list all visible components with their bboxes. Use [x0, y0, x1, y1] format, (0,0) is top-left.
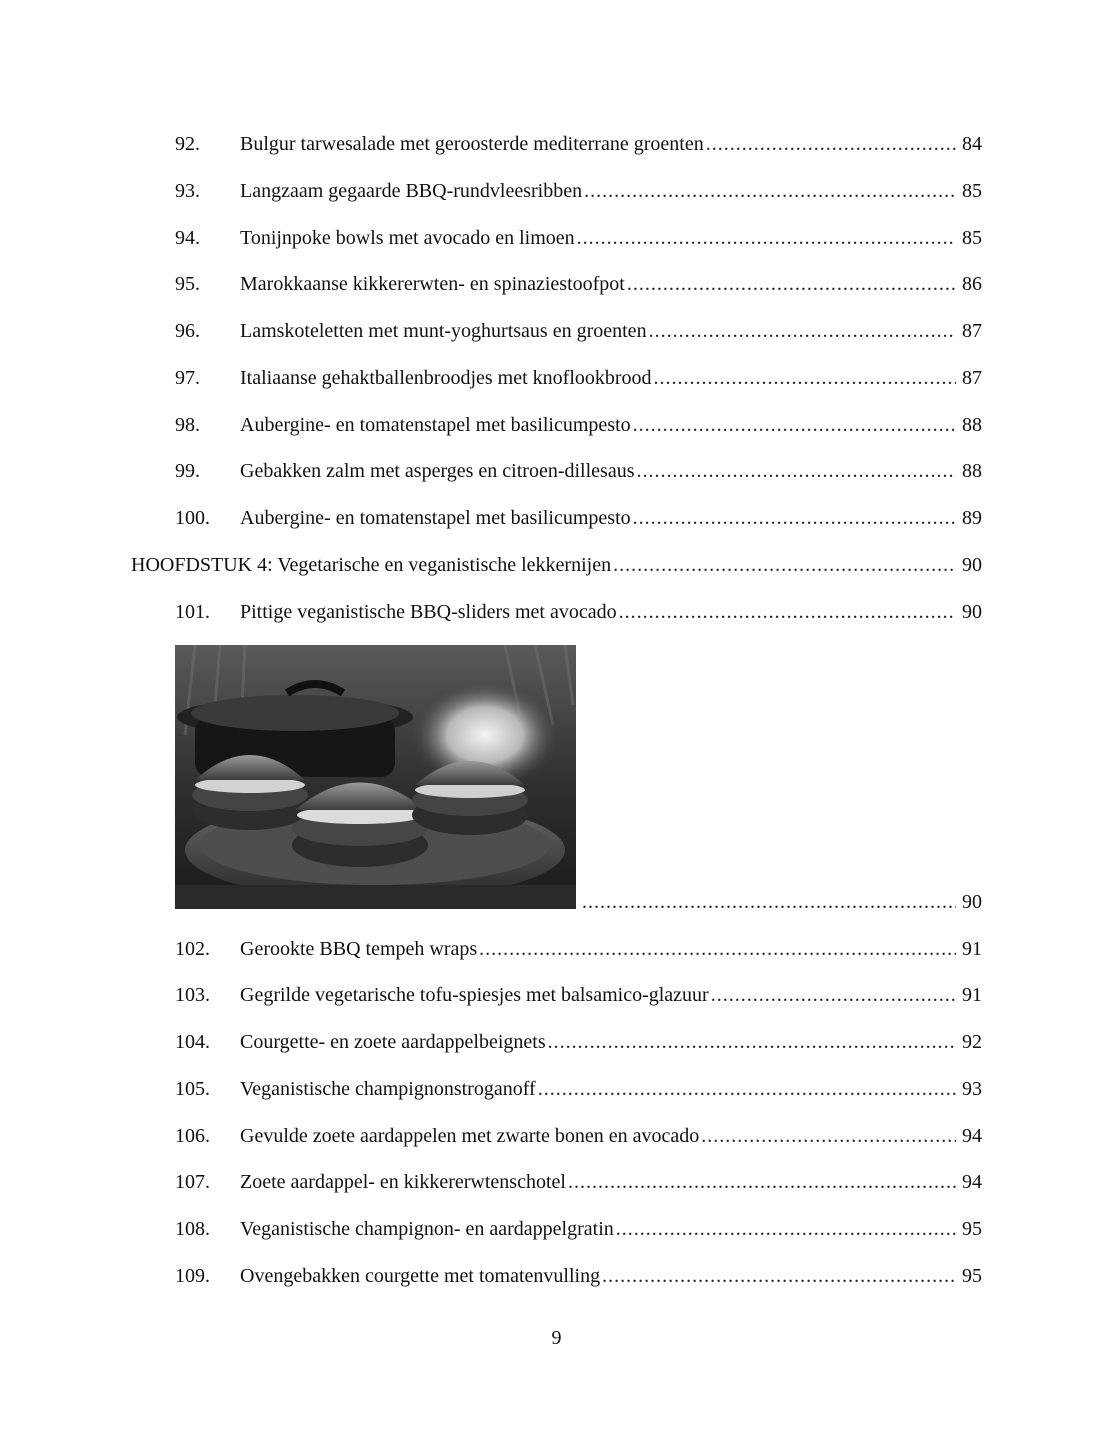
entry-page: 90 — [962, 891, 982, 913]
entry-title: Italiaanse gehaktballenbroodjes met knoflookbrood — [240, 367, 652, 389]
dot-leader — [538, 1074, 956, 1104]
toc-entry[interactable] — [0, 980, 1113, 1010]
entry-number: 94. — [175, 227, 200, 249]
entry-title: Zoete aardappel- en kikkererwtenschotel — [240, 1171, 566, 1193]
entry-page: 84 — [962, 133, 982, 155]
entry-title: Bulgur tarwesalade met geroosterde mediterrane groenten — [240, 133, 704, 155]
page-number: 9 — [551, 1327, 562, 1349]
entry-page: 95 — [962, 1218, 982, 1240]
dot-leader — [636, 456, 956, 486]
toc-image-entry[interactable] — [0, 887, 1113, 917]
entry-page: 88 — [962, 414, 982, 436]
entry-page: 92 — [962, 1031, 982, 1053]
toc-entry[interactable] — [0, 934, 1113, 964]
dot-leader — [616, 1214, 956, 1244]
entry-number: 108. — [175, 1218, 210, 1240]
toc-entry[interactable] — [0, 597, 1113, 627]
chapter-page: 90 — [962, 554, 982, 576]
entry-number: 107. — [175, 1171, 210, 1193]
toc-entry[interactable] — [0, 1074, 1113, 1104]
entry-page: 88 — [962, 460, 982, 482]
entry-title: Veganistische champignonstroganoff — [240, 1078, 536, 1100]
dot-leader — [711, 980, 956, 1010]
dot-leader — [654, 363, 956, 393]
entry-number: 103. — [175, 984, 210, 1006]
entry-title: Marokkaanse kikkererwten- en spinaziestoofpot — [240, 273, 625, 295]
dot-leader — [613, 550, 956, 580]
entry-page: 87 — [962, 320, 982, 342]
entry-number: 96. — [175, 320, 200, 342]
dot-leader — [649, 316, 956, 346]
toc-entry[interactable] — [0, 176, 1113, 206]
entry-title: Gerookte BBQ tempeh wraps — [240, 938, 478, 960]
toc-entry[interactable] — [0, 456, 1113, 486]
chapter-title: HOOFDSTUK 4: Vegetarische en veganistische lekkernijen — [131, 554, 612, 576]
entry-number: 102. — [175, 938, 210, 960]
toc-entry[interactable] — [0, 223, 1113, 253]
entry-page: 94 — [962, 1171, 982, 1193]
entry-number: 99. — [175, 460, 200, 482]
dot-leader — [701, 1121, 956, 1151]
entry-title: Gebakken zalm met asperges en citroen-dillesaus — [240, 460, 635, 482]
entry-number: 104. — [175, 1031, 210, 1053]
entry-title: Ovengebakken courgette met tomatenvulling — [240, 1265, 601, 1287]
entry-page: 91 — [962, 938, 982, 960]
entry-number: 101. — [175, 601, 210, 623]
entry-title: Aubergine- en tomatenstapel met basilicumpesto — [240, 507, 631, 529]
entry-page: 86 — [962, 273, 982, 295]
dot-leader — [577, 223, 956, 253]
entry-title: Langzaam gegaarde BBQ-rundvleesribben — [240, 180, 583, 202]
toc-entry[interactable] — [0, 1261, 1113, 1291]
toc-entry[interactable] — [0, 1214, 1113, 1244]
entry-page: 89 — [962, 507, 982, 529]
dot-leader — [706, 129, 956, 159]
toc-entry[interactable] — [0, 363, 1113, 393]
entry-page: 85 — [962, 180, 982, 202]
entry-title: Veganistische champignon- en aardappelgratin — [240, 1218, 614, 1240]
toc-entry[interactable] — [0, 129, 1113, 159]
entry-title: Lamskoteletten met munt-yoghurtsaus en groenten — [240, 320, 647, 342]
entry-number: 92. — [175, 133, 200, 155]
toc-entry[interactable] — [0, 410, 1113, 440]
entry-page: 87 — [962, 367, 982, 389]
dot-leader — [619, 597, 956, 627]
entry-title: Tonijnpoke bowls met avocado en limoen — [240, 227, 575, 249]
toc-entry[interactable] — [0, 316, 1113, 346]
entry-number: 97. — [175, 367, 200, 389]
entry-number: 93. — [175, 180, 200, 202]
dot-leader — [548, 1027, 956, 1057]
toc-entry[interactable] — [0, 269, 1113, 299]
toc-entry[interactable] — [0, 1027, 1113, 1057]
toc-entry[interactable] — [0, 503, 1113, 533]
entry-title: Gegrilde vegetarische tofu-spiesjes met balsamico-glazuur — [240, 984, 709, 1006]
entry-number: 109. — [175, 1265, 210, 1287]
toc-entry[interactable] — [0, 1121, 1113, 1151]
entry-number: 98. — [175, 414, 200, 436]
entry-number: 105. — [175, 1078, 210, 1100]
dot-leader — [479, 934, 956, 964]
dot-leader — [627, 269, 956, 299]
entry-page: 95 — [962, 1265, 982, 1287]
entry-page: 94 — [962, 1125, 982, 1147]
entry-page: 85 — [962, 227, 982, 249]
entry-number: 95. — [175, 273, 200, 295]
dot-leader — [582, 887, 956, 917]
entry-title: Gevulde zoete aardappelen met zwarte bonen en avocado — [240, 1125, 700, 1147]
entry-title: Courgette- en zoete aardappelbeignets — [240, 1031, 546, 1053]
dot-leader — [633, 410, 956, 440]
entry-page: 90 — [962, 601, 982, 623]
entry-page: 91 — [962, 984, 982, 1006]
toc-entry[interactable] — [0, 1167, 1113, 1197]
dot-leader — [568, 1167, 956, 1197]
dot-leader — [633, 503, 956, 533]
dot-leader — [602, 1261, 956, 1291]
entry-page: 93 — [962, 1078, 982, 1100]
entry-title: Pittige veganistische BBQ-sliders met avocado — [240, 601, 617, 623]
dot-leader — [584, 176, 956, 206]
entry-number: 106. — [175, 1125, 210, 1147]
toc-chapter-entry[interactable] — [0, 550, 1113, 580]
entry-number: 100. — [175, 507, 210, 529]
entry-title: Aubergine- en tomatenstapel met basilicumpesto — [240, 414, 631, 436]
bbq-sliders-photo — [175, 645, 576, 909]
